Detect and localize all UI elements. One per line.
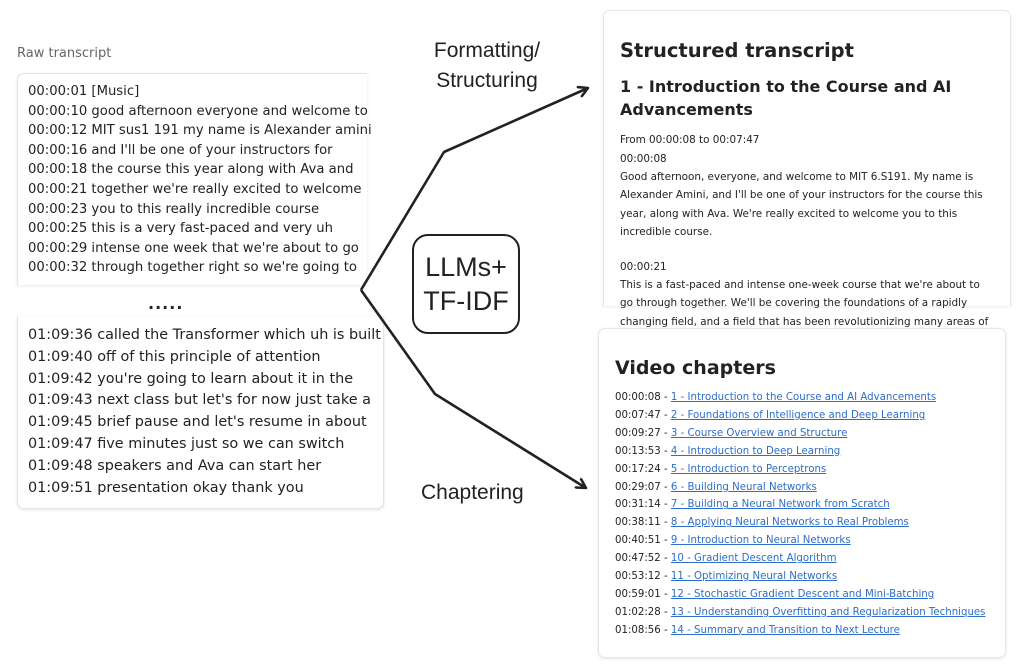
chapter-row	[615, 622, 989, 640]
chapter-separator: -	[660, 499, 671, 511]
chapter-time: 00:13:53	[615, 445, 661, 457]
chapter-time: 00:38:11	[615, 517, 661, 529]
structured-block-time: 00:00:08	[620, 153, 667, 165]
chapter-time: 01:02:28	[615, 606, 661, 618]
formatting-label-line2: Structuring	[436, 69, 538, 92]
chapter-list	[615, 389, 989, 640]
transcript-line: 01:09:51 presentation okay thank you	[28, 479, 304, 496]
chapter-time: 00:29:07	[615, 481, 661, 493]
chapter-link[interactable]: 13 - Understanding Overfitting and Regularization Techniques	[670, 606, 986, 618]
chapter-time: 00:31:14	[615, 499, 661, 511]
chapter-separator: -	[660, 606, 671, 618]
chapter-row	[615, 425, 989, 443]
raw-transcript-ellipsis: .....	[148, 294, 184, 313]
chapter-row	[615, 461, 989, 479]
transcript-line: 01:09:42 you're going to learn about it in the	[28, 370, 354, 387]
chapter-link[interactable]: 7 - Building a Neural Network from Scratch	[670, 499, 890, 511]
structured-block-text: Good afternoon, everyone, and welcome to MIT 6.S191. My name is Alexander Amini, and I'll be one of your instructors for the course this year, along with Ava. We're really excited to welcome you to this incredible course.	[620, 171, 983, 238]
video-chapters-panel	[598, 328, 1006, 658]
chapter-row	[615, 496, 989, 514]
chapter-link[interactable]: 2 - Foundations of Intelligence and Deep Learning	[670, 409, 926, 421]
transcript-line: 01:09:48 speakers and Ava can start her	[28, 457, 322, 474]
arrow-to-structured	[361, 88, 588, 290]
transcript-line: 01:09:36 called the Transformer which uh is built	[28, 327, 381, 343]
chapter-link[interactable]: 4 - Introduction to Deep Learning	[670, 445, 841, 457]
chapter-separator: -	[660, 481, 671, 493]
chapter-link[interactable]: 6 - Building Neural Networks	[670, 481, 817, 493]
transcript-line: 00:00:25 this is a very fast-paced and very uh	[28, 221, 333, 237]
transcript-line: 00:00:10 good afternoon everyone and welcome to	[28, 103, 368, 119]
transcript-line: 00:00:32 through together right so we're going to	[28, 260, 357, 276]
chapter-link[interactable]: 1 - Introduction to the Course and AI Advancements	[670, 392, 937, 403]
chapter-link[interactable]: 3 - Course Overview and Structure	[670, 427, 848, 439]
structured-block-time: 00:00:21	[620, 261, 667, 274]
transcript-line: 00:00:16 and I'll be one of your instructors for	[28, 142, 333, 158]
chapter-row	[615, 604, 989, 622]
chapter-link[interactable]: 11 - Optimizing Neural Networks	[670, 571, 838, 583]
transcript-line: 00:00:01 [Music]	[28, 84, 140, 99]
chapter-time: 00:59:01	[615, 588, 661, 600]
chapter-row	[615, 550, 989, 568]
chapter-time: 00:40:51	[615, 535, 661, 547]
chapter-separator: -	[660, 624, 671, 636]
structured-block	[620, 150, 994, 241]
chapter-time: 00:00:08	[615, 392, 661, 403]
chapter-separator: -	[660, 427, 671, 439]
chapter-time: 01:08:56	[615, 624, 661, 636]
chapter-row	[615, 443, 989, 461]
chapter-time: 00:09:27	[615, 427, 661, 439]
arrow-to-chapters	[361, 290, 586, 488]
llm-box-line2: TF-IDF	[423, 286, 509, 316]
chapter-row	[615, 586, 989, 604]
chapter-row	[615, 479, 989, 497]
formatting-label-line1: Formatting/	[433, 39, 541, 62]
chapter-separator: -	[660, 517, 671, 529]
transcript-line: 01:09:47 five minutes just so we can switch	[28, 435, 345, 452]
structured-section-title: 1 - Introduction to the Course and AI Advancements	[620, 77, 952, 119]
transcript-line: 01:09:40 off of this principle of attention	[28, 348, 321, 365]
llm-box-line1: LLMs+	[425, 252, 507, 282]
structured-transcript-panel	[603, 10, 1011, 328]
chapter-row	[615, 389, 989, 407]
chapter-separator: -	[660, 445, 671, 457]
chapter-time: 00:17:24	[615, 463, 661, 475]
chapter-separator: -	[660, 535, 671, 547]
transcript-line: 00:00:12 MIT sus1 191 my name is Alexander amini	[28, 123, 372, 139]
chapter-separator: -	[660, 463, 671, 475]
chaptering-label: Chaptering	[421, 481, 524, 504]
chapter-separator: -	[660, 571, 671, 583]
chapter-link[interactable]: 10 - Gradient Descent Algorithm	[670, 553, 837, 565]
transcript-line: 00:00:29 intense one week that we're about to go	[28, 240, 359, 256]
chapter-link[interactable]: 14 - Summary and Transition to Next Lecture	[670, 624, 900, 636]
chapter-row	[615, 407, 989, 425]
chapter-time: 00:53:12	[615, 571, 661, 583]
chapter-separator: -	[660, 588, 671, 600]
chapter-link[interactable]: 12 - Stochastic Gradient Descent and Mini-Batching	[670, 588, 935, 600]
transcript-line: 00:00:21 together we're really excited to welcome	[28, 181, 362, 197]
chapter-time: 00:07:47	[615, 409, 661, 421]
structured-block-text: This is a fast-paced and intense one-week course that we're about to go through together. We'll be covering the foundations of a rapidly changing field, and a field that has been revolutionizing many areas of	[620, 279, 989, 328]
transcript-line: 00:00:18 the course this year along with Ava and	[28, 162, 354, 178]
structured-section-range: From 00:00:08 to 00:07:47	[620, 134, 760, 146]
chapter-time: 00:47:52	[615, 553, 661, 565]
chapter-link[interactable]: 5 - Introduction to Perceptrons	[670, 463, 827, 475]
video-chapters-title: Video chapters	[615, 357, 776, 379]
chapter-row	[615, 514, 989, 532]
transcript-line: 00:00:23 you to this really incredible course	[28, 201, 320, 217]
chapter-row	[615, 568, 989, 586]
chapter-row	[615, 532, 989, 550]
structured-transcript-title: Structured transcript	[620, 39, 854, 62]
chapter-link[interactable]: 9 - Introduction to Neural Networks	[670, 535, 851, 547]
transcript-line: 01:09:45 brief pause and let's resume in about	[28, 414, 367, 431]
transcript-line: 01:09:43 next class but let's for now just take a	[28, 392, 371, 409]
chapter-separator: -	[660, 553, 671, 565]
chapter-link[interactable]: 8 - Applying Neural Networks to Real Problems	[670, 517, 909, 529]
chapter-separator: -	[660, 409, 671, 421]
raw-transcript-title: Raw transcript	[17, 46, 112, 61]
chapter-separator: -	[660, 392, 671, 403]
